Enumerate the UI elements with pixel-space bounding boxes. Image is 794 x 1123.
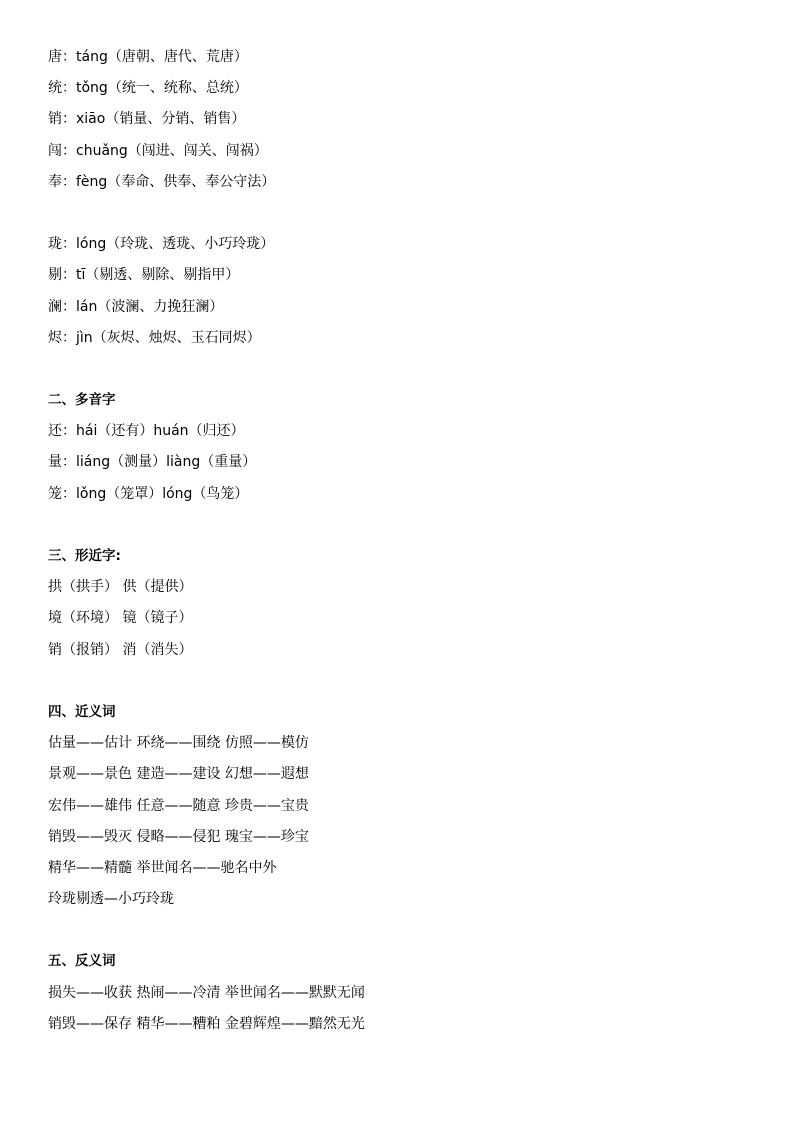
synonym-item: 估量——估计 环绕——围绕 仿照——模仿 [48,735,309,752]
spacer [48,670,748,701]
char-entry-feng: 奉：fèng（奉命、供奉、奉公守法） [48,173,276,190]
spacer [48,202,748,233]
polyphone-item: 量：liáng（测量）liàng（重量） [48,454,257,471]
char-entry-tong: 统：tǒng（统一、统称、总统） [48,80,248,97]
char-entry-tang: 唐：táng（唐朝、唐代、荒唐） [48,49,248,65]
polyphone-item: 还：hái（还有）huán（归还） [48,423,245,440]
similar-char-item: 销（报销） 消（消失） [48,641,193,658]
synonym-item: 销毁——毁灭 侵略——侵犯 瑰宝——珍宝 [48,828,309,845]
synonym-item: 玲珑剔透—小巧玲珑 [48,891,174,908]
polyphone-item: 笼：lǒng（笼罩）lóng（鸟笼） [48,485,249,502]
synonym-item: 景观——景色 建造——建设 幻想——遐想 [48,766,309,783]
similar-char-item: 拱（拱手） 供（提供） [48,579,193,596]
section-heading-similar-chars: 三、形近字: [48,548,121,564]
char-entry-ti: 剔：tī（剔透、剔除、剔指甲） [48,267,240,284]
section-heading-polyphones: 二、多音字 [48,392,116,409]
synonym-item: 宏伟——雄伟 任意——随意 珍贵——宝贵 [48,797,309,814]
char-entry-long: 珑：lóng（玲珑、透珑、小巧玲珑） [48,236,275,253]
char-entry-xiao: 销：xiāo（销量、分销、销售） [48,111,246,128]
char-entry-jin: 烬：jìn（灰烬、烛烬、玉石同烬） [48,329,261,346]
spacer [48,514,748,545]
section-heading-synonyms: 四、近义词 [48,703,116,720]
char-entry-chuang: 闯：chuǎng（闯进、闯关、闯祸） [48,142,268,159]
synonym-item: 精华——精髓 举世闻名——驰名中外 [48,859,277,876]
spacer [48,919,748,950]
similar-char-item: 境（环境） 镜（镜子） [48,610,193,627]
char-entry-lan: 澜：lán（波澜、力挽狂澜） [48,298,224,315]
section-heading-antonyms: 五、反义词 [48,953,116,970]
spacer [48,358,748,389]
antonym-item: 销毁——保存 精华——糟粕 金碧辉煌——黯然无光 [48,1015,365,1032]
antonym-item: 损失——收获 热闹——冷清 举世闻名——默默无闻 [48,984,365,1001]
document-page [48,46,748,1044]
